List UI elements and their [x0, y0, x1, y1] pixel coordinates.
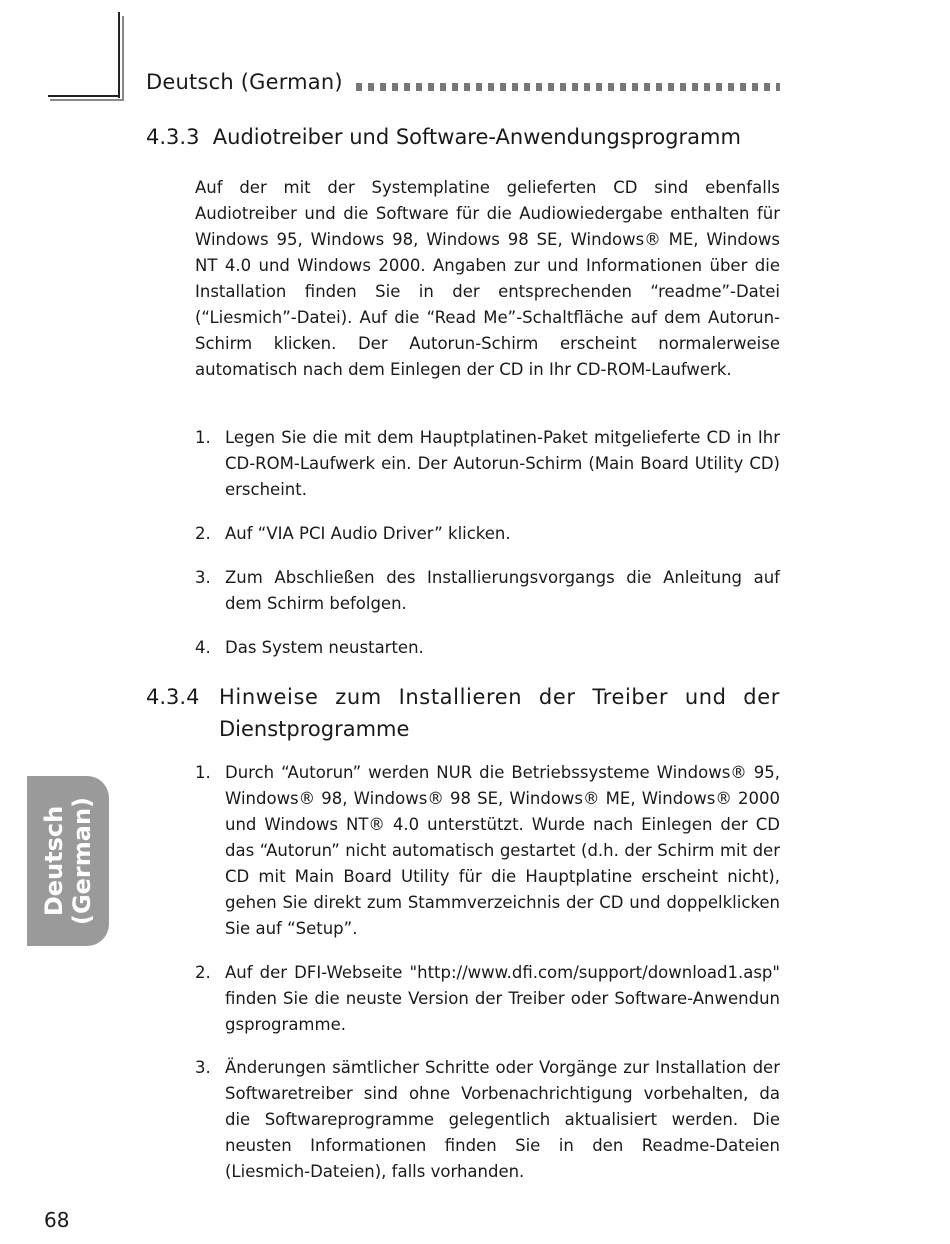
- list-item-number: 2.: [195, 963, 211, 982]
- list-item-text: Zum Abschließen des Installierungsvorgangs die Anleitung auf dem Schirm befolgen.: [225, 568, 780, 613]
- side-tab-label: [40, 797, 96, 925]
- list-item: [195, 960, 780, 1040]
- list-item-number: 1.: [195, 428, 211, 447]
- corner-mark-horizontal: [48, 95, 120, 97]
- list-item: [195, 760, 780, 942]
- list-item-text: Durch “Autorun” werden NUR die Betriebssysteme Windows® 95, Windows® 98, Windows® 98 SE, Windows® ME, Windows® 2000 und Windows NT® 4.0 unterstützt. Wurde nach Einlegen der CD das “Autorun” nicht automatisch gestartet (d.h. der Schirm mit der CD mit Main Board Utility für die Hauptplatine erscheint nicht), gehen Sie direkt zum Stammverzeichnis der CD und doppelklicken Sie auf “Setup”.: [225, 763, 780, 938]
- list-item: [195, 425, 780, 505]
- list-item: [195, 521, 780, 549]
- list-item-text: Auf der DFI-Webseite "http://www.dfi.com/support/download1.asp" finden Sie die neuste Version der Treiber oder Software-Anwendungsprogramme.: [225, 963, 780, 1034]
- section-intro-paragraph: Auf der mit der Systemplatine gelieferten CD sind ebenfalls Audiotreiber und die Software für die Audiowiedergabe enthalten für Windows 95, Windows 98, Windows 98 SE, Windows® ME, Windows NT 4.0 und Windows 2000. Angaben zur und Informationen über die Installation finden Sie in der entsprechenden “readme”-Datei (“Liesmich”-Datei). Auf die “Read Me”-Schaltfläche auf dem Autorun-Schirm klicken. Der Autorun-Schirm erscheint normalerweise automatisch nach dem Einlegen der CD in Ihr CD-ROM-Laufwerk.: [195, 178, 780, 379]
- section-heading-4-3-3: [146, 125, 741, 149]
- section-number: 4.3.3: [146, 125, 200, 149]
- section-title-line-1: Hinweise zum Installieren der Treiber und der: [219, 685, 780, 709]
- list-item-number: 1.: [195, 763, 211, 782]
- list-item-text: Das System neustarten.: [225, 638, 424, 657]
- section-title-line-2: Dienstprogramme: [219, 717, 410, 741]
- list-item: [195, 635, 780, 663]
- list-item: [195, 565, 780, 619]
- list-item-text: Legen Sie die mit dem Hauptplatinen-Paket mitgelieferte CD in Ihr CD-ROM-Laufwerk ein. Der Autorun-Schirm (Main Board Utility CD) erscheint.: [225, 428, 780, 499]
- header-title: Deutsch (German): [146, 70, 343, 94]
- section-number: 4.3.4: [146, 685, 200, 709]
- corner-mark-vertical: [118, 12, 120, 98]
- list-item-number: 2.: [195, 524, 211, 543]
- list-item-number: 3.: [195, 568, 211, 587]
- header-dotted-rule: [356, 83, 780, 91]
- list-item-number: 4.: [195, 638, 211, 657]
- list-item: [195, 1055, 780, 1187]
- side-tab-label-line-1: Deutsch: [40, 805, 68, 917]
- list-item-text: Auf “VIA PCI Audio Driver” klicken.: [225, 524, 511, 543]
- page-number: 68: [44, 1208, 70, 1232]
- list-item-number: 3.: [195, 1058, 211, 1077]
- list-item-text: Änderungen sämtlicher Schritte oder Vorgänge zur Installation der Softwaretreiber sind ohne Vorbenachrichtigung vorbehalten, da die Softwareprogramme gelegentlich aktualisiert werden. Die neusten Informationen finden Sie in den Readme-Dateien (Liesmich-Dateien), falls vorhanden.: [225, 1058, 780, 1181]
- corner-mark-vertical-shadow: [122, 16, 124, 100]
- corner-mark-horizontal-shadow: [50, 99, 124, 101]
- section-title: Audiotreiber und Software-Anwendungsprogramm: [212, 125, 741, 149]
- side-tab-label-line-2: (German): [68, 796, 96, 926]
